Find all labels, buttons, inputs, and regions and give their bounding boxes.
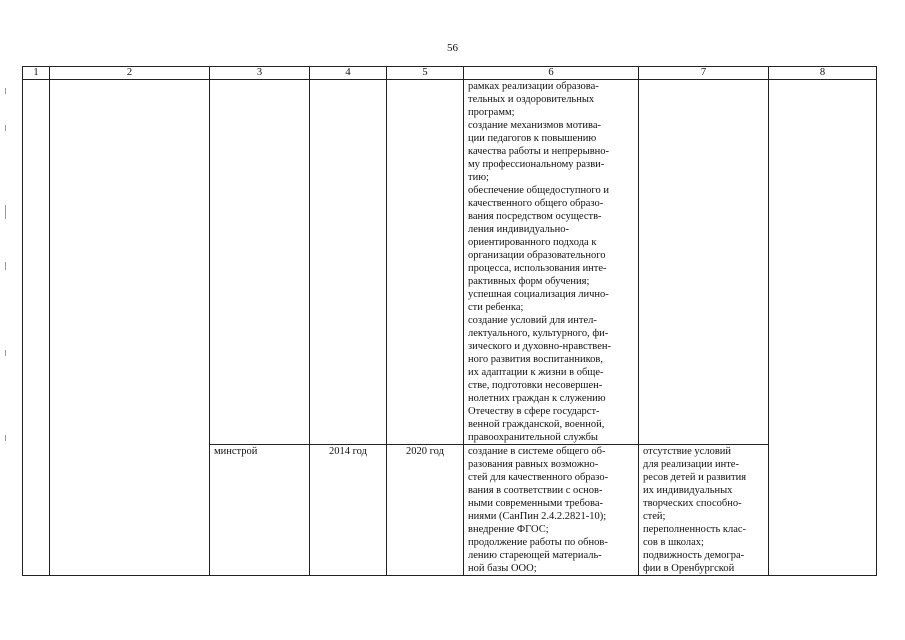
margin-mark: [5, 125, 6, 131]
document-table: [22, 66, 877, 576]
cell-col5: [387, 80, 464, 445]
cell-col4: [310, 80, 387, 445]
text-line: создание условий для интел-: [468, 315, 597, 326]
column-header-1: 1: [23, 67, 50, 80]
text-line: качественного общего образо-: [468, 198, 604, 209]
text-line: ными современными требова-: [468, 498, 604, 509]
margin-mark: [5, 435, 6, 441]
text-line: для реализации инте-: [643, 459, 739, 470]
text-line: ления индивидуально-: [468, 224, 569, 235]
text-line: обеспечение общедоступного и: [468, 185, 609, 196]
text-line: подвижность демогра-: [643, 550, 745, 561]
text-line: их адаптации к жизни в обще-: [468, 367, 604, 378]
text-line: ной базы ООО;: [468, 563, 537, 574]
margin-mark: [5, 350, 6, 356]
margin-mark: [5, 262, 6, 270]
text-line: качества работы и непрерывно-: [468, 146, 610, 157]
column-header-3: 3: [210, 67, 310, 80]
text-line: зического и духовно-нравствен-: [468, 341, 611, 352]
text-line: стей для качественного образо-: [468, 472, 609, 483]
table-row: [23, 80, 877, 445]
margin-mark: [5, 205, 6, 219]
cell-goals: [464, 445, 639, 576]
cell-problems: [639, 445, 769, 576]
text-line: ресов детей и развития: [643, 472, 747, 483]
text-line: му профессиональному разви-: [468, 159, 605, 170]
text-line: лектуального, культурного, фи-: [468, 328, 609, 339]
cell-start-year: 2014 год: [310, 445, 387, 576]
text-line: рактивных форм обучения;: [468, 276, 590, 287]
text-line: ции педагогов к повышению: [468, 133, 597, 144]
text-line: создание в системе общего об-: [468, 446, 606, 457]
text-line: продолжение работы по обнов-: [468, 537, 608, 548]
column-header-8: 8: [769, 67, 877, 80]
text-line: фии в Оренбургской: [643, 563, 735, 574]
column-header-2: 2: [50, 67, 210, 80]
text-line: ного развития воспитанников,: [468, 354, 604, 365]
text-line: венной гражданской, военной,: [468, 419, 605, 430]
cell-goals: [464, 80, 639, 445]
text-line: Отечеству в сфере государст-: [468, 406, 600, 417]
page-number: 56: [447, 42, 458, 54]
text-line: переполненность клас-: [643, 524, 747, 535]
text-line: внедрение ФГОС;: [468, 524, 549, 535]
text-line: сти ребенка;: [468, 302, 524, 313]
text-line: сов в школах;: [643, 537, 704, 548]
text-line: ориентированного подхода к: [468, 237, 597, 248]
cell-col8: [769, 80, 877, 576]
column-header-4: 4: [310, 67, 387, 80]
text-line: успешная социализация лично-: [468, 289, 609, 300]
table-header-row: [23, 67, 877, 80]
text-line: лению стареющей материаль-: [468, 550, 602, 561]
cell-col3: [210, 80, 310, 445]
text-line: нолетних граждан к служению: [468, 393, 606, 404]
text-line: процесса, использования инте-: [468, 263, 607, 274]
cell-end-year: 2020 год: [387, 445, 464, 576]
text-line: вания в соответствии с основ-: [468, 485, 603, 496]
cell-col2: [50, 80, 210, 576]
text-line: их индивидуальных: [643, 485, 733, 496]
text-line: отсутствие условий: [643, 446, 732, 457]
text-line: программ;: [468, 107, 515, 118]
column-header-6: 6: [464, 67, 639, 80]
text-line: рамках реализации образова-: [468, 81, 599, 92]
column-header-7: 7: [639, 67, 769, 80]
cell-executor: минстрой: [210, 445, 310, 576]
text-line: правоохранительной службы: [468, 432, 598, 443]
margin-mark: [5, 88, 6, 94]
column-header-5: 5: [387, 67, 464, 80]
cell-col1: [23, 80, 50, 576]
text-line: стей;: [643, 511, 666, 522]
text-line: тию;: [468, 172, 489, 183]
text-line: ниями (СанПин 2.4.2.2821-10);: [468, 511, 607, 522]
text-line: организации образовательного: [468, 250, 606, 261]
text-line: создание механизмов мотива-: [468, 120, 601, 131]
cell-col7: [639, 80, 769, 445]
text-line: стве, подготовки несовершен-: [468, 380, 603, 391]
text-line: разования равных возможно-: [468, 459, 599, 470]
text-line: вания посредством осуществ-: [468, 211, 602, 222]
text-line: творческих способно-: [643, 498, 742, 509]
text-line: тельных и оздоровительных: [468, 94, 595, 105]
